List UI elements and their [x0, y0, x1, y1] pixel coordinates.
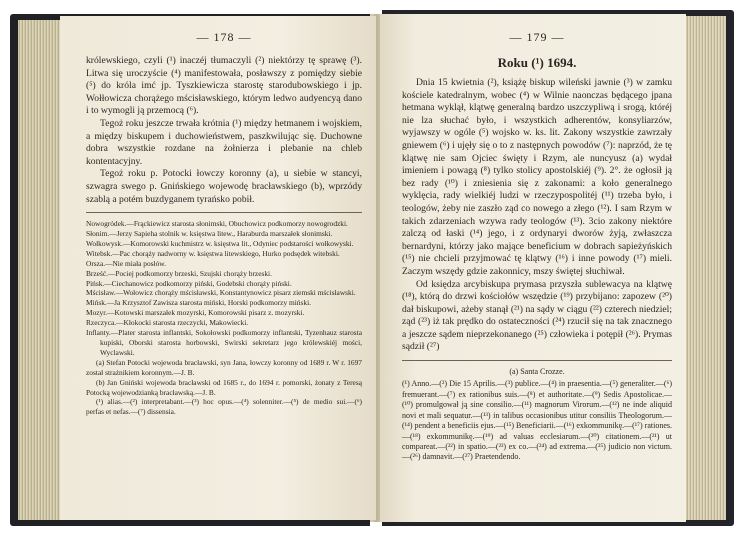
footnote: (a) Stefan Potocki wojewoda bracławski, syn Jana, łowczy koronny od 1689 r. W r. 1697 został strażnikiem koronnym.—J. B. — [86, 357, 362, 377]
list-item: Brześć.—Pociej podkomorzy brzeski, Szujski chorąży brzeski. — [86, 268, 272, 278]
list-item: Nowogródek.—Frąckiewicz starosta słonimski, Obuchowicz podkomorzy nowogrodzki. — [86, 219, 348, 229]
footnote: (b) Jan Gniński wojewoda bracławski od 1685 r., do 1694 r. pomorski, żonaty z Teresą Potocką wojewodzianką bracławską.—J. B. — [86, 377, 362, 397]
list-item: Inflanty.—Plater starosta inflantski, Sokołowski podkomorzy inflantski, Tyzenhauz starosta kupiski, Oborski starosta horbowski, Swirski sekretarz jego królewskiéj mości, Wyclawski. — [86, 328, 362, 357]
list-item: Mścisław.—Wołowicz chorąży mścisławski, Konstantynowicz pisarz ziemski mścisławski. — [86, 288, 356, 298]
page-edges-right — [686, 16, 726, 520]
page-edges-left — [18, 20, 60, 520]
deputies-list — [86, 219, 362, 417]
page-number-left: — 178 — — [196, 30, 252, 44]
left-body — [86, 55, 362, 206]
page-number-right: — 179 — — [509, 30, 565, 44]
list-item: Mozyr.—Kotowski marszałek mozyrski, Komorowski pisarz z. mozyrski. — [86, 308, 305, 318]
right-page — [380, 14, 686, 522]
paragraph: Dnia 15 kwietnia (²), książę biskup wileński jawnie (³) w zamku kościele katedralnym, wobec (⁴) w Wilnie naonczas będącego jpana hetmana wyklął, klątwę generalną bardzo uszczypliwą i srogą, któréj nie lza słuchać było, i wszystkich adherentów, konsyliarzów, wyjawszy w ogóle (⁵) wojsko w. ks. lit. Zakony wszystkie zawrzały gniewem (⁶) i ujęły się o to z następnych powodów (⁷): naprzód, że tę klątwę nie sam Ojciec święty i Rzym, ale nuncyusz (a) wydał imieniem i powagą (⁸) tylko stolicy apostolskiéj (⁹). 2°. że ogłosił ją bez rady (¹⁰) i zniesienia się z zakonami: a koło generalnego wyklęcia, rady wielkiéj ludzi w rzeczypospolitéj (¹¹) trzeba było, i teologów, żeby nie zaszło ząd co nowego a złego (¹²). I sam Rzym w takich zdarzeniach wzywa rady teologów (¹³). 3cio zakony niektóre zalczą od łaski (¹⁴) jego, i z ordynaryi dworów żyją, zwłaszcza bernardyni, którzy jako mające beneficium w dobrach sapieżyńskich (¹⁵) nie chcieli przyjmować tę klątwy (¹⁶) i inne powody (¹⁷) mieli. Zaczym wszędy gdzie zakonnicy, mszy świętej słuchiwał. — [402, 77, 672, 277]
paragraph: Tegoż roku jeszcze trwała krótnia (¹) między hetmanem i wojskiem, a między biskupem i duchowieństwem, paszkwilując się. Duchowne dobra wszystkie rozdane na żołnierza i plebanie na chleb kontentacyjny. — [86, 117, 362, 167]
list-item: Orsza.—Nie miała posłów. — [86, 258, 166, 268]
footnote: (¹) alias.—(²) interpretabant.—(³) hoc opus.—(⁴) solenniter.—(⁵) de medio sui.—(⁶) perfas et nefas.—(⁷) dissensia. — [86, 397, 362, 417]
paragraph: królewskiego, czyli (¹) inaczéj tłumaczyli (²) niektórzy tę sprawę (³). Litwa się uroczyście (⁴) manifestowała, posławszy z pomiędzy siebie (⁵) do króla imć jp. Tyszkiewicza starostę starodubowskiego i jp. Wołłowicza chorążego mścisławskiego, którym ledwo audyencyą dano i to wymogli ją przemocą (⁶). — [86, 55, 362, 117]
list-item: Witebsk.—Pac chorąży nadworny w. księstwa litewskiego, Hurko podsędek witebski. — [86, 248, 340, 258]
footnote-text: (¹) Anno.—(²) Die 15 Aprilis.—(³) publice.—(⁴) in praesentia.—(⁵) generaliter.—(⁶) fremuerant.—(⁷) ex rationibus suis.—(⁸) et authoritate.—(⁹) Sedis Apostolicae.—(¹⁰) promulgował ją sine consilio.—(¹¹) magnorum Virorum.—(¹²) ne inde aliquid novi et mali sequatur.—(¹³) in talibus occasionibus utitur consiliis Theologorum.—(¹⁴) pendent a beneficiis ejus.—(¹⁵) Beneficiarii.—(¹⁶) exkommunikę.—(¹⁷) rationes.—(¹⁸) exkommunikę.—(¹⁹) ad valuas ecclesiarum.—(²⁰) citationem.—(²¹) ut compareat.—(²²) in spatio.—(²³) ex co.—(²⁴) ad extrema.—(²⁵) judicio non victum.—(²⁶) damnavit.—(²⁷) Praetendendo. — [402, 379, 672, 462]
page-title: Roku (¹) 1694. — [497, 55, 577, 70]
list-item: Słonim.—Jerzy Sapieha stolnik w. księstwa litew., Haraburda marszałek słonimski. — [86, 229, 333, 239]
list-item: Rzeczyca.—Kłokocki starosta rzeczycki, Makowiecki. — [86, 318, 249, 328]
right-body — [402, 77, 672, 354]
list-item: Mińsk.—Ja Krzysztof Zawisza starosta miński, Horski podkomorzy miński. — [86, 298, 311, 308]
paragraph: Od księdza arcybiskupa prymasa przyszła sublewacya na klątwę (¹⁸), którą do drzwi kościołów wszędzie (¹⁹) przybijano: zapozew (²⁰) dał biskupowi, ażeby stanął (²¹) na sądy w ciągu (²²) czterech niedziel; ząd (²³) iż tak prędko do ostateczności (²⁴) rzucił się na tak znacznego a jeszcze sądem nieprzekonanego (²⁵) człowieka i potępił (²⁶). Prymas sądził (²⁷) — [402, 278, 672, 353]
list-item: Wołkowysk.—Komorowski kuchmistrz w. księstwa lit., Odyniec podstarości wołkowyski. — [86, 238, 354, 248]
list-item: Pińsk.—Ciechanowicz podkomorzy piński, Godebski chorąży piński. — [86, 278, 292, 288]
divider — [86, 212, 362, 213]
footnote-heading: (a) Santa Crozze. — [509, 367, 565, 377]
divider — [402, 360, 672, 361]
footnotes-right — [402, 367, 672, 463]
left-page — [60, 16, 376, 520]
paragraph: Tegoż roku p. Potocki łowczy koronny (a), u siebie w stancyi, szwagra swego p. Gnińskiego wojewodę bracławskiego (b), wprzódy szablą a potém buzdyganem tyrańsko pobił. — [86, 168, 362, 205]
